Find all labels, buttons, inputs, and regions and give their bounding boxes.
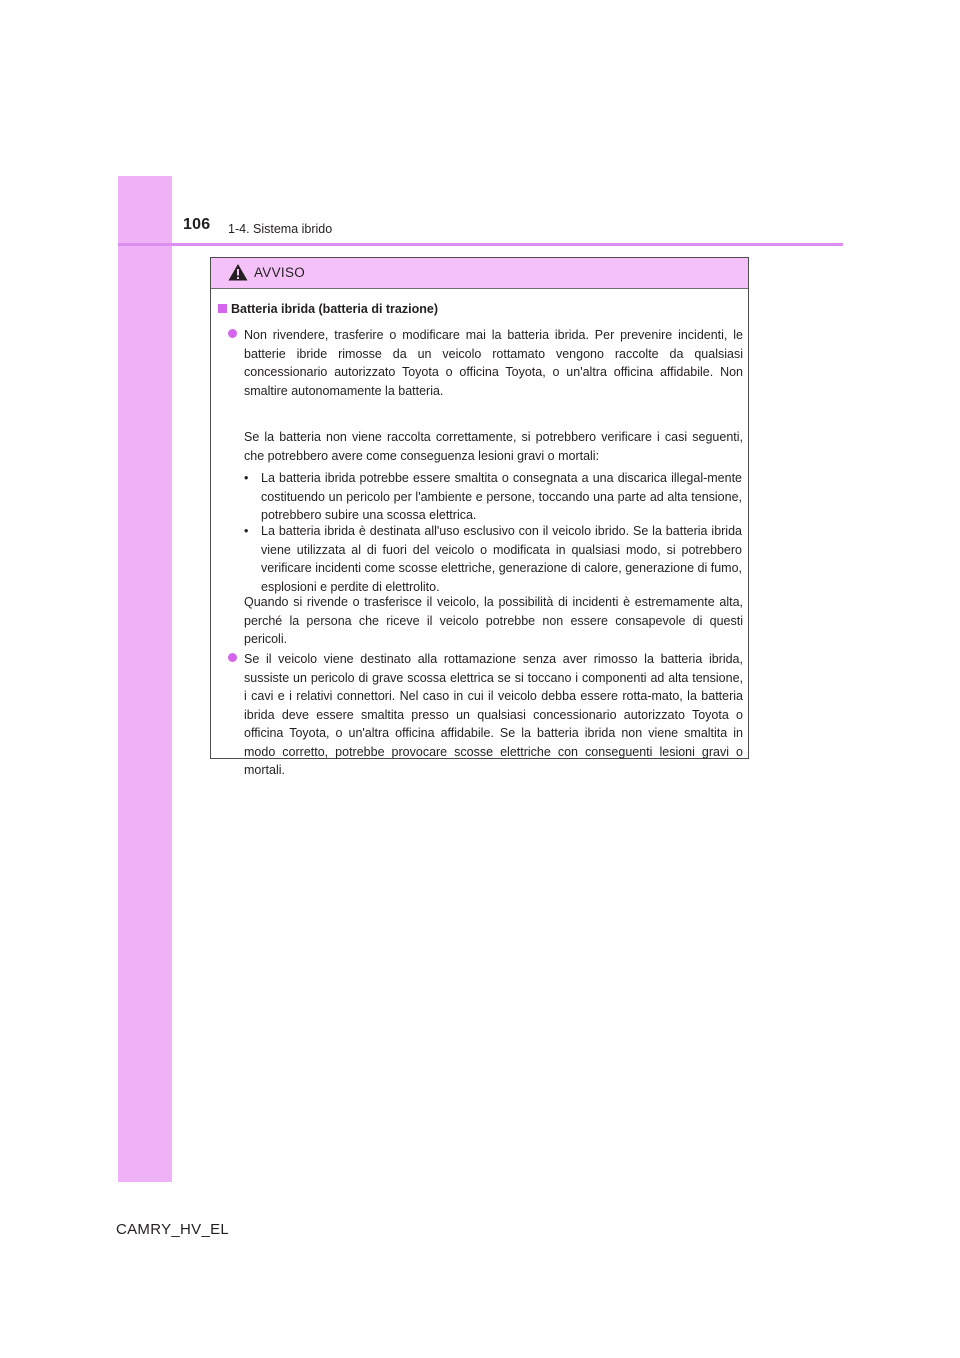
section-title: 1-4. Sistema ibrido <box>228 222 333 236</box>
warning-item-1-text: Non rivendere, trasferire o modificare mai la batteria ibrida. Per prevenire incidenti, le batterie ibride rimosse da un veicolo rottamato vengono raccolte da qualsiasi concessionario autorizzato Toyota o officina Toyota, o un'altra officina affidabile. Non smaltire autonomamente la batteria. <box>244 328 743 398</box>
circle-bullet-icon <box>228 329 237 338</box>
warning-box <box>210 257 749 777</box>
warning-sub-bullet-2 <box>244 522 742 596</box>
warning-triangle-icon <box>228 263 248 281</box>
warning-header <box>211 258 748 289</box>
page-number: 106 <box>183 216 211 233</box>
sub-bullet-mark: • <box>244 524 249 538</box>
warning-sub-bullet-1 <box>244 469 742 525</box>
subheading-text: Batteria ibrida (batteria di trazione) <box>231 302 438 316</box>
footer-doc-code: CAMRY_HV_EL <box>116 1221 230 1238</box>
warning-item-1 <box>228 326 743 400</box>
sub-bullet-1-text: La batteria ibrida potrebbe essere smaltita o consegnata a una discarica illegal-mente costituendo un pericolo per l'ambiente e persone, toccando una parte ad alta tensione, potrebbero subire una scossa elettrica. <box>261 471 742 522</box>
warning-title: AVVISO <box>254 265 306 280</box>
warning-item-2-text: Se il veicolo viene destinato alla rottamazione senza aver rimosso la batteria ibrida, sussiste un pericolo di grave scossa elettrica se si toccano i componenti ad alta tensione, i cavi e i relativi connettori. Nel caso in cui il veicolo debba essere rotta-mato, la batteria ibrida deve essere smaltita presso un qualsiasi concessionario autorizzato Toyota o officina Toyota, o un'altra officina affidabile. Se la batteria ibrida non viene smaltita in modo corretto, potrebbe provocare scosse elettriche con conseguenti lesioni gravi o mortali. <box>244 652 743 777</box>
warning-subheading <box>218 302 438 316</box>
warning-item-1-followup: Se la batteria non viene raccolta correttamente, si potrebbero verificare i casi seguenti, che potrebbero avere come conseguenza lesioni gravi o mortali: <box>244 430 743 463</box>
sub-bullet-2-text: La batteria ibrida è destinata all'uso esclusivo con il veicolo ibrido. Se la batteria ibrida viene utilizzata al di fuori del veicolo o modificata in qualsiasi modo, si potrebbero verificare incidenti come scosse elettriche, generazione di calore, generazione di fumo, esplosioni e perdite di elettrolito. <box>261 524 742 594</box>
header-divider <box>118 243 843 246</box>
warning-item-1-closing: Quando si rivende o trasferisce il veicolo, la possibilità di incidenti è estremamente alta, perché la persona che riceve il veicolo potrebbe non essere consapevole di questi pericoli. <box>244 595 743 646</box>
page-side-tab <box>118 176 172 1182</box>
square-bullet-icon <box>218 304 227 313</box>
warning-item-2 <box>228 650 743 780</box>
sub-bullet-mark: • <box>244 471 249 485</box>
circle-bullet-icon <box>228 653 237 662</box>
